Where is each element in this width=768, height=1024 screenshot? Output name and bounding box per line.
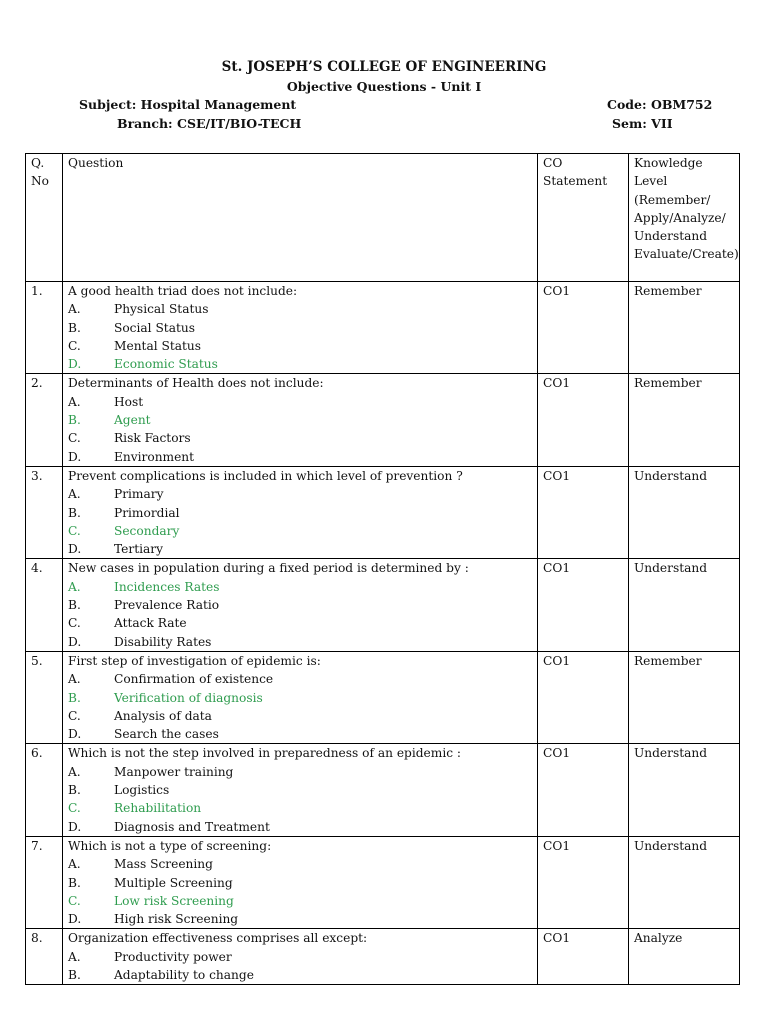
option-letter: C. [68,893,81,908]
knowledge-level: Understand [629,744,740,836]
option [68,855,532,873]
option-letter: B. [68,783,81,798]
option-text: Tertiary [114,542,163,557]
option [68,633,532,651]
question-number: 6. [26,744,63,836]
option-letter: C. [68,801,81,816]
question-row [26,466,740,558]
option-text: Primary [114,487,164,502]
header-qno: Q. No [26,154,63,282]
question-row [26,929,740,985]
option-text: Multiple Screening [114,875,233,890]
option-letter: A. [68,302,81,317]
option-text: Agent [114,413,151,428]
option-text: Incidences Rates [114,579,220,594]
option-text: Host [114,394,144,409]
option-text: Attack Rate [114,616,187,631]
option-letter: A. [68,394,81,409]
option-text: Physical Status [114,302,209,317]
question-cell [63,466,538,558]
option [68,910,532,928]
knowledge-level: Remember [629,374,740,466]
knowledge-level: Understand [629,559,740,651]
option [68,485,532,503]
option-letter: C. [68,708,81,723]
question-cell [63,374,538,466]
option [68,429,532,447]
question-row [26,836,740,928]
question-cell [63,282,538,374]
option-letter: C. [68,523,81,538]
option-letter: B. [68,875,81,890]
option [68,818,532,836]
co-statement: CO1 [538,744,629,836]
header-knowledge-level: Knowledge Level (Remember/ Apply/Analyze/ Understand Evaluate/Create) [629,154,740,282]
question-number: 5. [26,651,63,743]
co-statement: CO1 [538,374,629,466]
option-letter: A. [68,487,81,502]
knowledge-level: Analyze [629,929,740,985]
option [68,448,532,466]
subject-label: Subject: Hospital Management [79,97,297,112]
question-row [26,744,740,836]
option-text: High risk Screening [114,912,239,927]
knowledge-level: Understand [629,836,740,928]
question-row [26,651,740,743]
option-text: Logistics [114,783,170,798]
knowledge-level: Remember [629,282,740,374]
option-text: Low risk Screening [114,893,234,908]
option-text: Risk Factors [114,431,191,446]
option-letter: B. [68,967,81,982]
option-letter: C. [68,616,81,631]
option-letter: A. [68,672,81,687]
option-text: Productivity power [114,949,232,964]
option-letter: D. [68,819,82,834]
option-text: Prevalence Ratio [114,598,220,613]
option-text: Rehabilitation [114,801,202,816]
header-question: Question [63,154,538,282]
option-text: Social Status [114,320,195,335]
option-text: Search the cases [114,727,219,742]
branch-label: Branch: CSE/IT/BIO-TECH [117,116,302,131]
option-text: Primordial [114,505,180,520]
co-statement: CO1 [538,651,629,743]
option-correct [68,411,532,429]
option [68,874,532,892]
header-co: CO Statement [538,154,629,282]
option-letter: B. [68,690,81,705]
option [68,504,532,522]
co-statement: CO1 [538,559,629,651]
option [68,319,532,337]
question-number: 2. [26,374,63,466]
option-letter: B. [68,598,81,613]
question-number: 3. [26,466,63,558]
option [68,707,532,725]
question-row [26,559,740,651]
option-correct [68,578,532,596]
option-text: Manpower training [114,764,234,779]
option [68,725,532,743]
option-correct [68,355,532,373]
option [68,966,532,984]
option [68,763,532,781]
option [68,540,532,558]
question-text: Which is not the step involved in preparedness of an epidemic : [68,746,462,761]
co-statement: CO1 [538,836,629,928]
option-letter: D. [68,634,82,649]
co-statement: CO1 [538,466,629,558]
option-text: Mental Status [114,338,201,353]
document-subtitle: Objective Questions - Unit I [286,79,482,94]
option-letter: A. [68,764,81,779]
knowledge-level: Remember [629,651,740,743]
option-correct [68,689,532,707]
option-letter: B. [68,505,81,520]
option-letter: A. [68,857,81,872]
question-cell [63,929,538,985]
option [68,948,532,966]
sem-label: Sem: VII [612,116,673,131]
co-statement: CO1 [538,282,629,374]
option [68,781,532,799]
question-row [26,374,740,466]
option-letter: D. [68,449,82,464]
question-text: Which is not a type of screening: [68,838,272,853]
question-text: A good health triad does not include: [68,284,298,298]
option-letter: D. [68,542,82,557]
option-text: Mass Screening [114,857,213,872]
option-text: Confirmation of existence [114,672,274,687]
option-letter: D. [68,357,82,372]
option [68,300,532,318]
question-number: 7. [26,836,63,928]
option-letter: C. [68,431,81,446]
option-letter: D. [68,727,82,742]
question-cell [63,836,538,928]
option [68,614,532,632]
questions-table [25,153,740,985]
option-text: Disability Rates [114,634,212,649]
question-cell [63,559,538,651]
option-text: Verification of diagnosis [114,690,263,705]
option-letter: A. [68,579,81,594]
table-header-row [26,154,740,282]
option-letter: B. [68,413,81,428]
option [68,670,532,688]
college-title: St. JOSEPH’S COLLEGE OF ENGINEERING [221,59,547,75]
option [68,393,532,411]
question-number: 1. [26,282,63,374]
option-text: Secondary [114,523,180,538]
question-text: Organization effectiveness comprises all except: [68,931,368,946]
option-text: Analysis of data [114,708,212,723]
knowledge-level: Understand [629,466,740,558]
option-text: Adaptability to change [114,967,254,982]
option-correct [68,892,532,910]
option [68,337,532,355]
option-letter: B. [68,320,81,335]
question-text: New cases in population during a fixed period is determined by : [68,561,469,576]
co-statement: CO1 [538,929,629,985]
question-cell [63,744,538,836]
question-number: 8. [26,929,63,985]
question-number: 4. [26,559,63,651]
question-row [26,282,740,374]
option-text: Economic Status [114,357,218,372]
option-letter: A. [68,949,81,964]
option-correct [68,799,532,817]
option [68,596,532,614]
option-letter: D. [68,912,82,927]
option-correct [68,522,532,540]
question-text: Determinants of Health does not include: [68,376,324,391]
question-text: Prevent complications is included in which level of prevention ? [68,468,463,483]
option-text: Diagnosis and Treatment [114,819,270,834]
question-cell [63,651,538,743]
question-text: First step of investigation of epidemic is: [68,653,321,668]
option-letter: C. [68,338,81,353]
option-text: Environment [114,449,195,464]
code-label: Code: OBM752 [607,97,713,112]
